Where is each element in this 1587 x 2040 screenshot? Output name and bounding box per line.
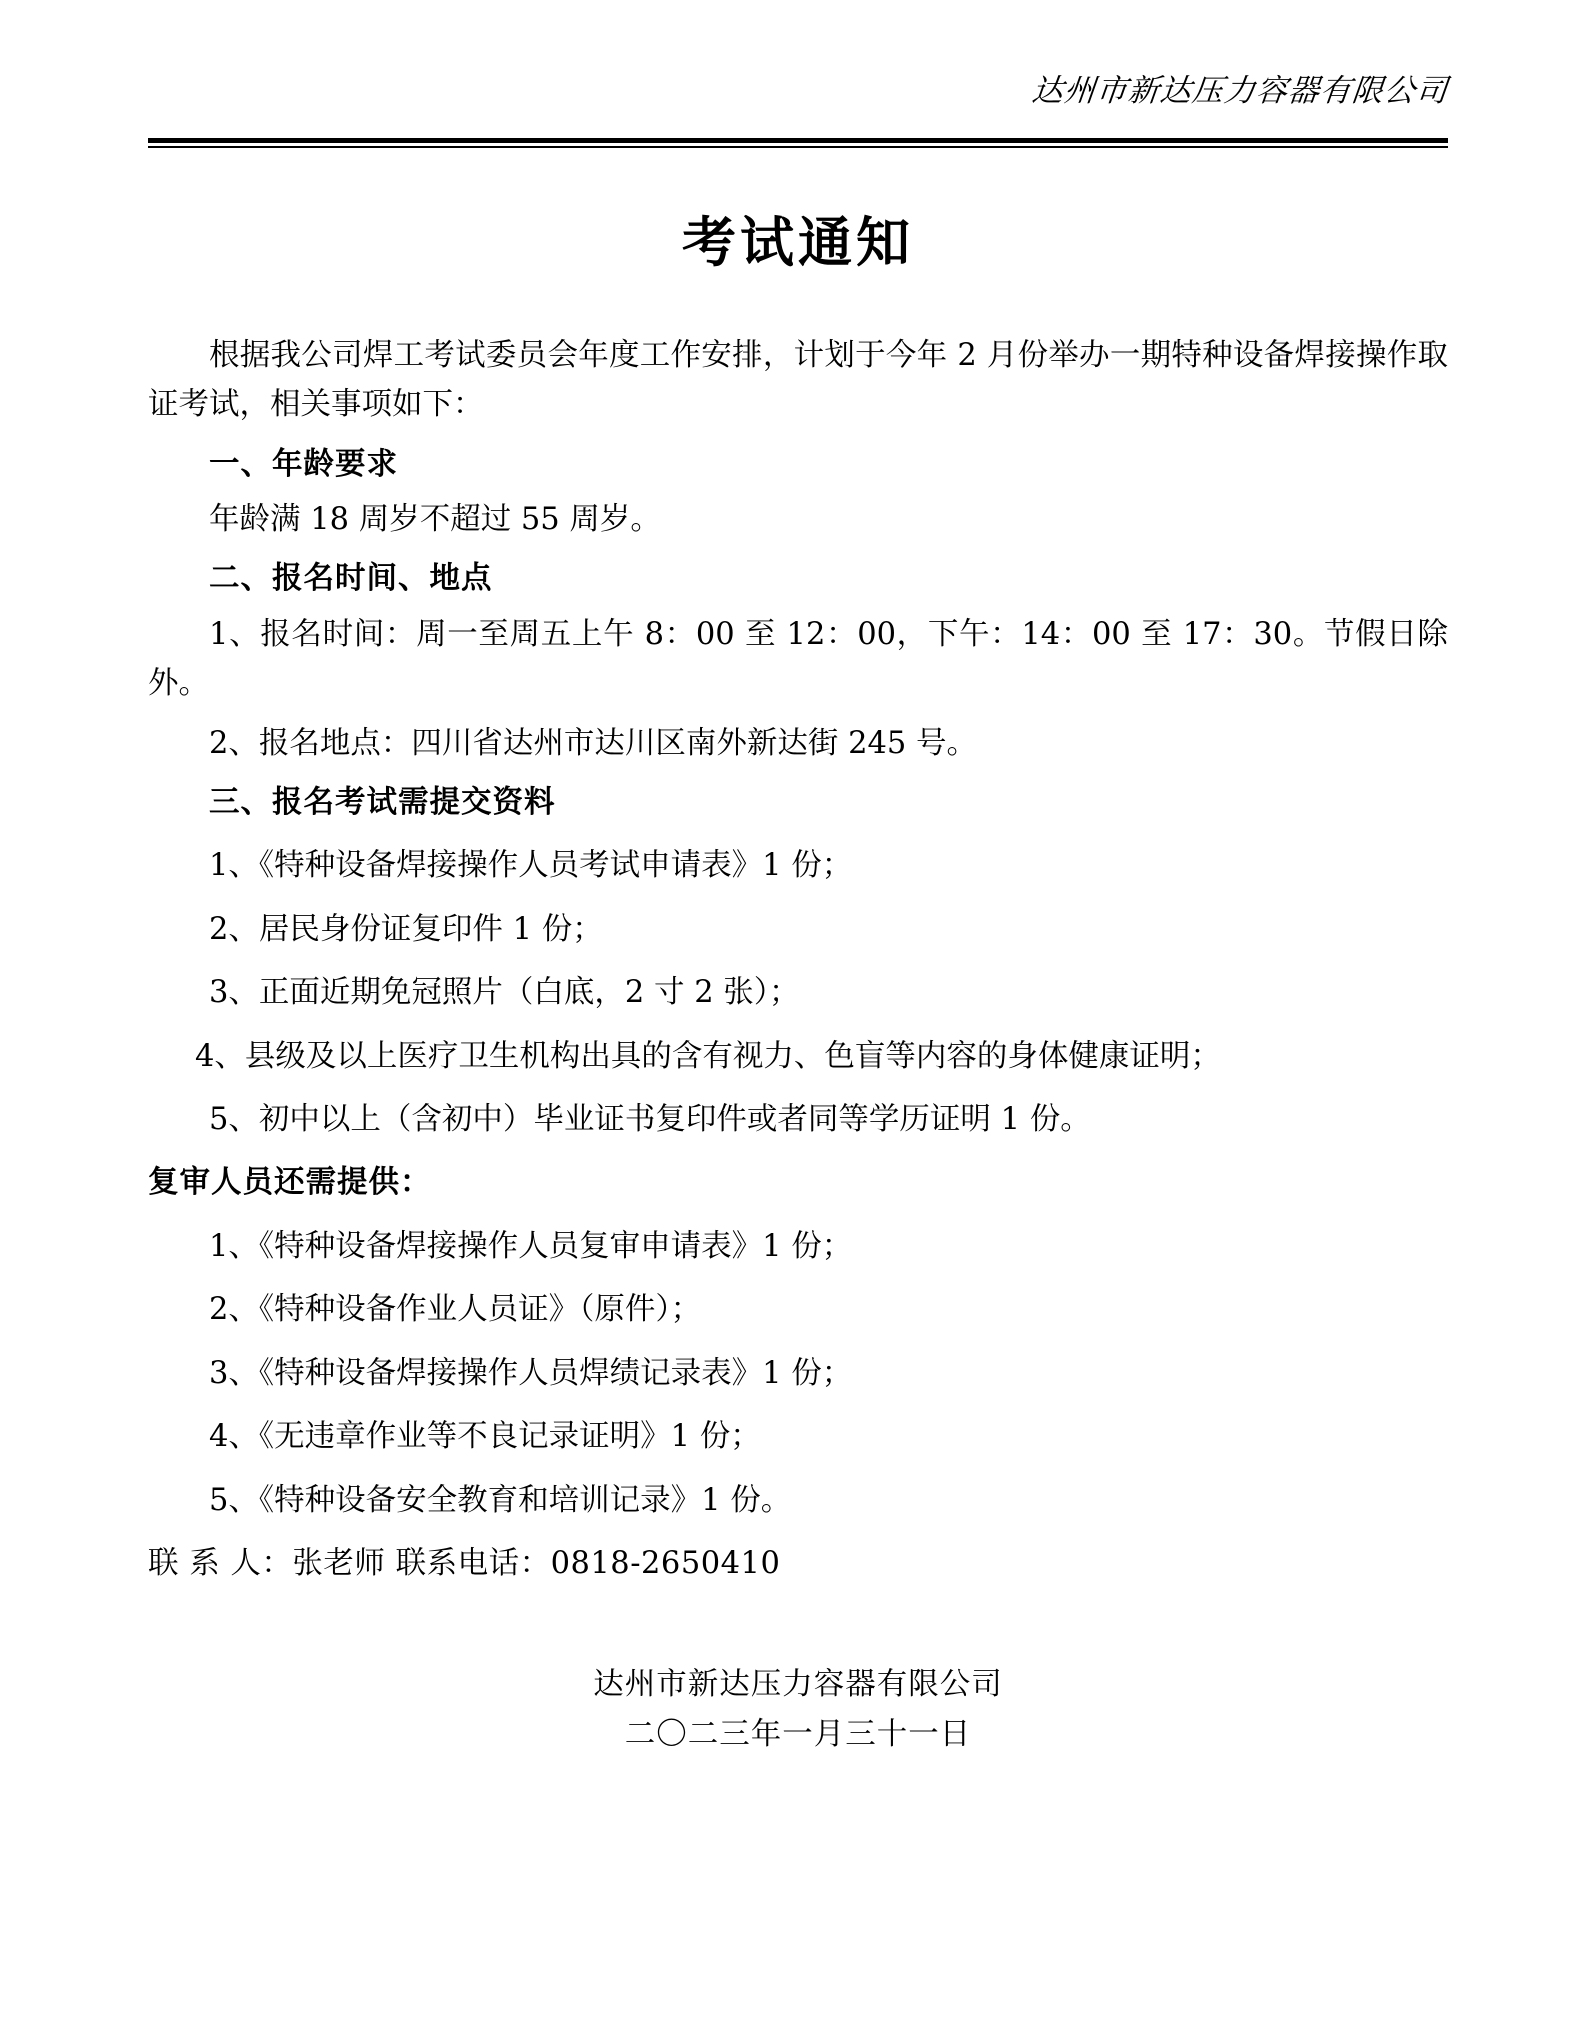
header-divider-thin-line	[148, 146, 1448, 148]
document-body	[148, 331, 1448, 1759]
section-heading-review-personnel: 复审人员还需提供：	[148, 1164, 432, 1201]
review-item-1: 1、《特种设备焊接操作人员复审申请表》1 份；	[209, 1228, 853, 1264]
signature-block	[148, 1660, 1448, 1759]
material-item-2: 2、居民身份证复印件 1 份；	[209, 911, 603, 947]
review-item-5: 5、《特种设备安全教育和培训记录》1 份。	[209, 1482, 792, 1518]
material-item-5: 5、初中以上（含初中）毕业证书复印件或者同等学历证明 1 份。	[209, 1102, 1091, 1138]
header-divider	[148, 138, 1448, 148]
section-line-registration-place: 2、报名地点：四川省达州市达川区南外新达街 245 号。	[209, 725, 978, 761]
material-item-4: 4、县级及以上医疗卫生机构出具的含有视力、色盲等内容的身体健康证明；	[195, 1038, 1221, 1074]
contact-info-line: 联 系 人：张老师 联系电话：0818-2650410	[148, 1545, 781, 1581]
section-line-registration-time: 1、报名时间：周一至周五上午 8：00 至 12：00，下午：14：00 至 17：30。节假日除外。	[148, 616, 1448, 702]
material-item-3: 3、正面近期免冠照片（白底，2 寸 2 张）；	[209, 975, 800, 1011]
section-line-age-range: 年龄满 18 周岁不超过 55 周岁。	[209, 502, 661, 538]
section-heading-age-requirement: 一、年龄要求	[209, 445, 398, 482]
page-content	[148, 0, 1448, 1759]
signature-company-name: 达州市新达压力容器有限公司	[593, 1667, 1003, 1703]
letterhead-company-name: 达州市新达压力容器有限公司	[1030, 73, 1450, 109]
signature-date: 二〇二三年一月三十一日	[624, 1716, 972, 1752]
intro-paragraph: 根据我公司焊工考试委员会年度工作安排，计划于今年 2 月份举办一期特种设备焊接操作取证考试，相关事项如下：	[148, 337, 1448, 423]
letterhead	[148, 0, 1448, 128]
page-title: 考试通知	[682, 210, 914, 274]
review-item-3: 3、《特种设备焊接操作人员焊绩记录表》1 份；	[209, 1355, 853, 1391]
review-item-2: 2、《特种设备作业人员证》（原件）；	[209, 1292, 702, 1328]
material-item-1: 1、《特种设备焊接操作人员考试申请表》1 份；	[209, 848, 853, 884]
review-item-4: 4、《无违章作业等不良记录证明》1 份；	[209, 1419, 761, 1455]
section-heading-required-materials: 三、报名考试需提交资料	[209, 784, 556, 821]
section-heading-registration-time-place: 二、报名时间、地点	[209, 560, 493, 597]
